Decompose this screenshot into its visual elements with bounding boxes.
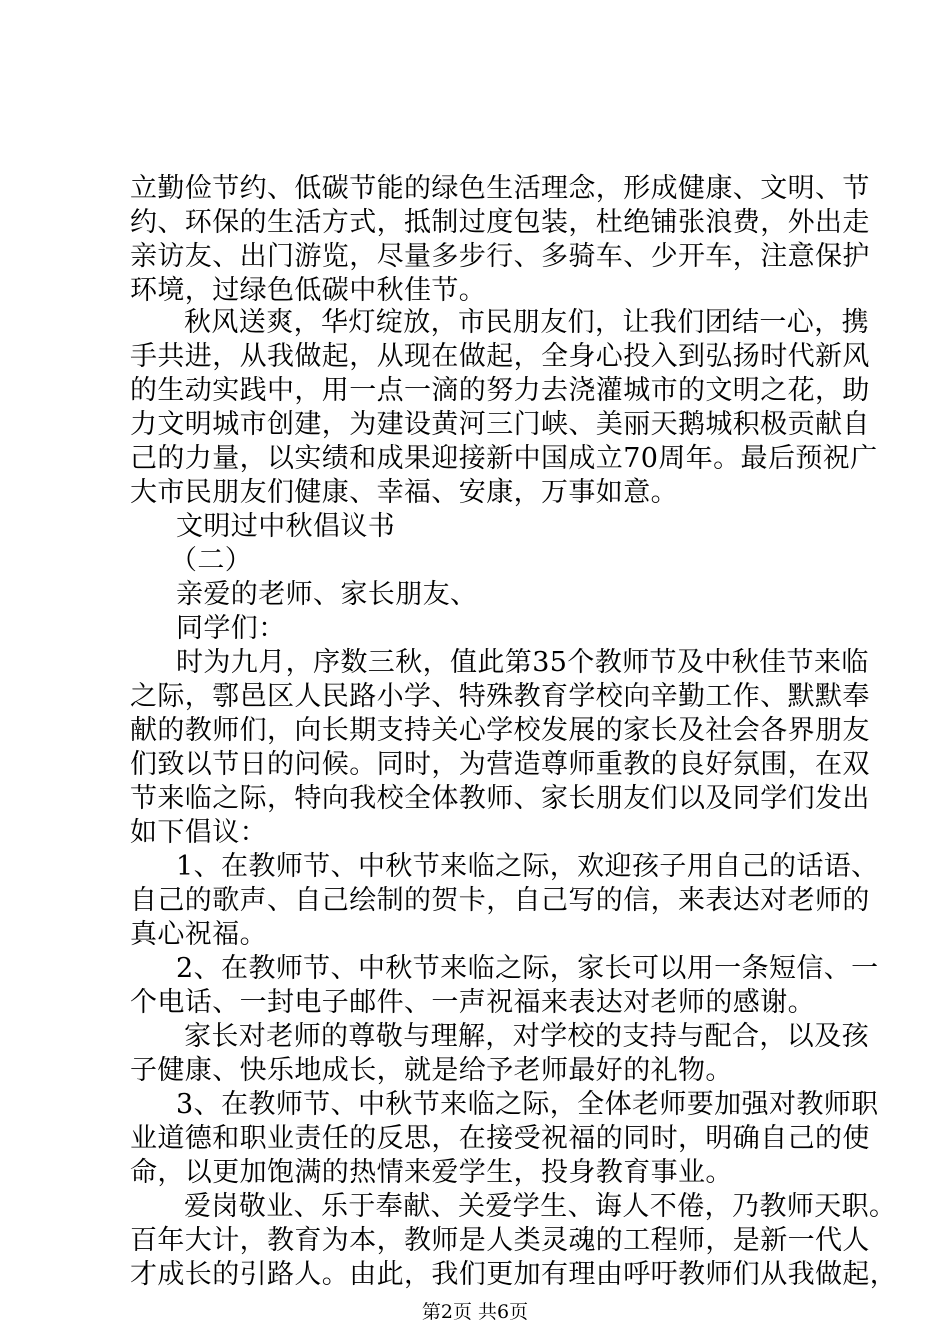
paragraph-first-line: 秋风送爽，华灯绽放，市民朋友们，让我们团结一心，携 [184,307,869,338]
body-line: 们致以节日的问候。同时，为营造尊师重教的良好氛围，在双 [130,749,870,780]
body-line: 自己的歌声、自己绘制的贺卡，自己写的信，来表达对老师的 [130,885,870,916]
body-line: 亲访友、出门游览，尽量多步行、多骑车、少开车，注意保护 [130,241,870,272]
salutation-line: 同学们： [176,613,286,644]
list-item-first-line: 3、在教师节、中秋节来临之际，全体老师要加强对教师职 [176,1089,879,1120]
body-line: 节来临之际，特向我校全体教师、家长朋友们以及同学们发出 [130,783,870,814]
body-line: 大市民朋友们健康、幸福、安康，万事如意。 [130,477,678,508]
paragraph-first-line: 家长对老师的尊敬与理解，对学校的支持与配合，以及孩 [184,1021,869,1052]
body-line: 立勤俭节约、低碳节能的绿色生活理念，形成健康、文明、节 [130,173,870,204]
body-line: 如下倡议： [130,817,267,848]
list-item-first-line: 1、在教师节、中秋节来临之际，欢迎孩子用自己的话语、 [176,851,879,882]
body-line: 手共进，从我做起，从现在做起，全身心投入到弘扬时代新风 [130,341,870,372]
section-title: 文明过中秋倡议书 [176,511,396,542]
page-footer: 第2页 共6页 [421,1301,529,1323]
body-line: 个电话、一封电子邮件、一声祝福来表达对老师的感谢。 [130,987,815,1018]
body-line: 之际，鄠邑区人民路小学、特殊教育学校向辛勤工作、默默奉 [130,681,870,712]
paragraph-first-line: 爱岗敬业、乐于奉献、关爱学生、诲人不倦，乃教师天职。 [184,1191,897,1222]
body-line: 百年大计，教育为本，教师是人类灵魂的工程师，是新一代人 [130,1225,870,1256]
body-line: 己的力量，以实绩和成果迎接新中国成立70周年。最后预祝广 [130,443,878,474]
body-line: 命，以更加饱满的热情来爱学生，投身教育事业。 [130,1157,733,1188]
salutation-line: 亲爱的老师、家长朋友、 [176,579,478,610]
body-line: 约、环保的生活方式，抵制过度包装，杜绝铺张浪费，外出走 [130,207,870,238]
section-subtitle: （二） [170,545,253,576]
body-line: 的生动实践中，用一点一滴的努力去浇灌城市的文明之花，助 [130,375,870,406]
body-line: 才成长的引路人。由此，我们更加有理由呼吁教师们从我做起， [130,1259,898,1290]
body-line: 业道德和职业责任的反思，在接受祝福的同时，明确自己的使 [130,1123,870,1154]
body-line: 环境，过绿色低碳中秋佳节。 [130,275,487,306]
list-item-first-line: 2、在教师节、中秋节来临之际，家长可以用一条短信、一 [176,953,879,984]
body-line: 子健康、快乐地成长，就是给予老师最好的礼物。 [130,1055,733,1086]
body-line: 真心祝福。 [130,919,267,950]
body-line: 献的教师们，向长期支持关心学校发展的家长及社会各界朋友 [130,715,870,746]
body-line: 力文明城市创建，为建设黄河三门峡、美丽天鹅城积极贡献自 [130,409,870,440]
paragraph-first-line: 时为九月，序数三秋，值此第35个教师节及中秋佳节来临 [176,647,869,678]
